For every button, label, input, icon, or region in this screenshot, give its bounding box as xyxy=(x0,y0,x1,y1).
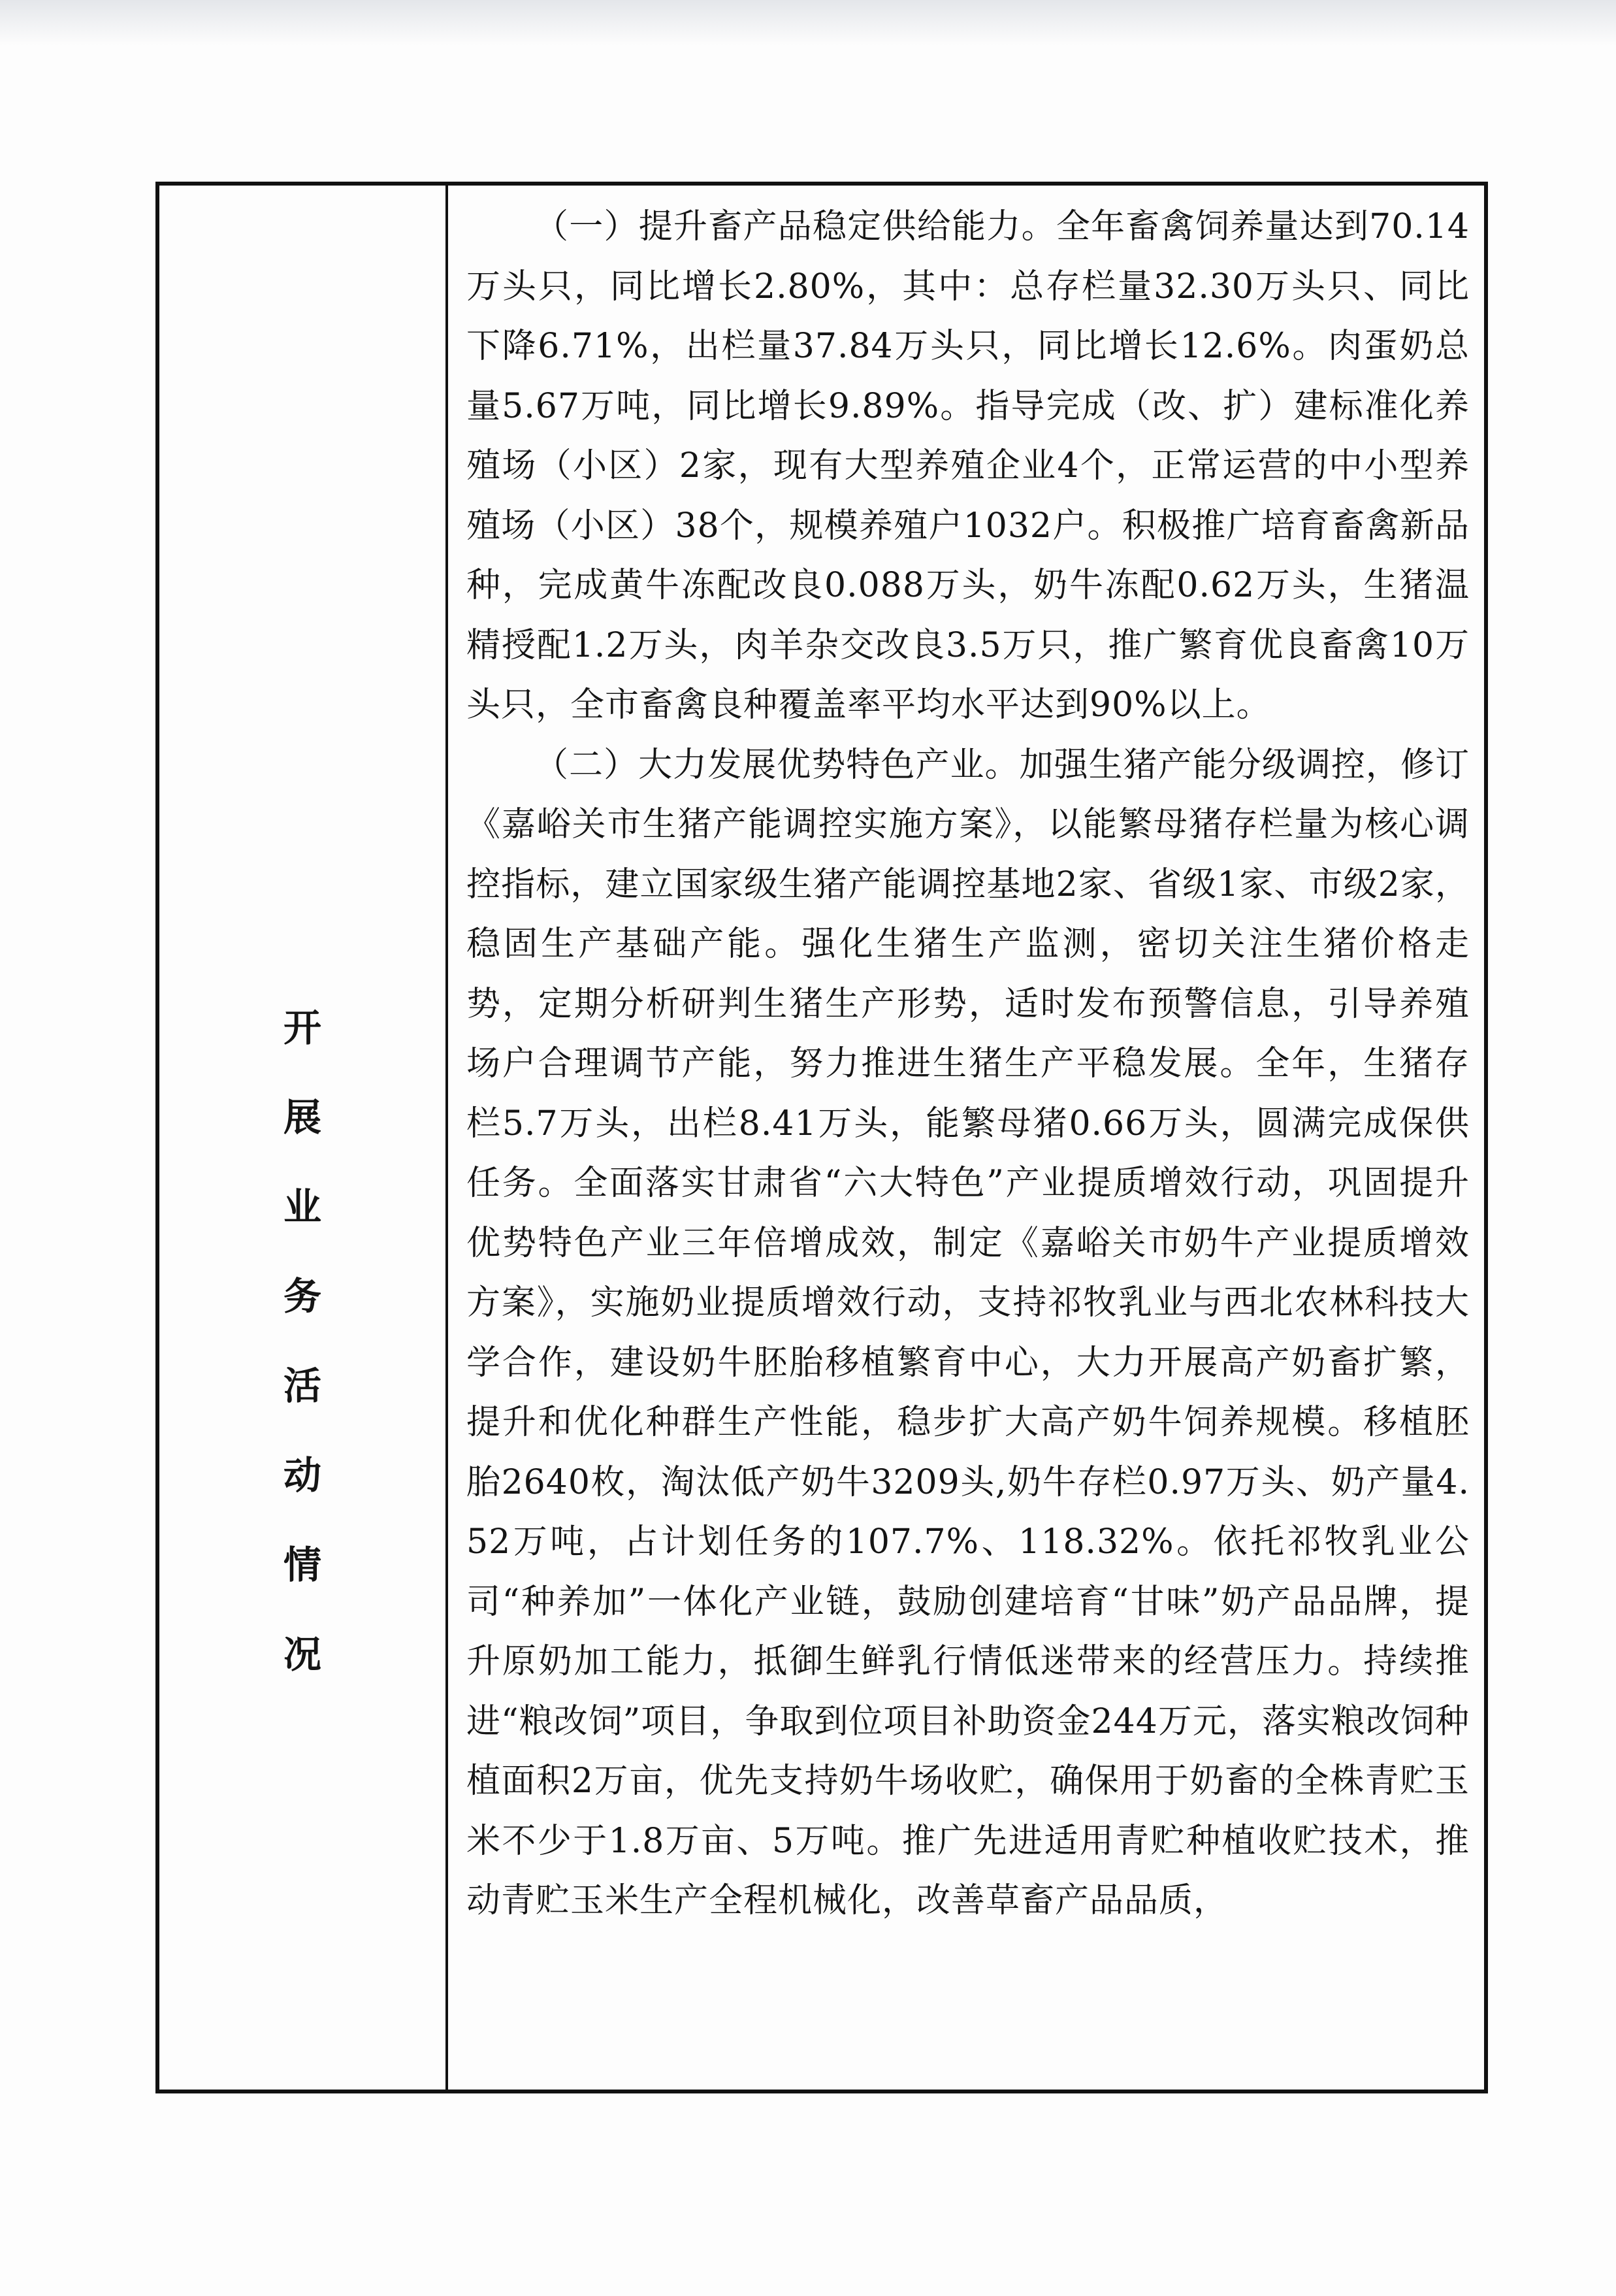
scan-edge-shadow xyxy=(0,0,1616,46)
paragraph-specialty-industry: （二）大力发展优势特色产业。加强生猪产能分级调控，修订《嘉峪关市生猪产能调控实施方案》，以能繁母猪存栏量为核心调控指标，建立国家级生猪产能调控基地2家、省级1家、市级2家，稳固生产基础产能。强化生猪生产监测，密切关注生猪价格走势，定期分析研判生猪生产形势，适时发布预警信息，引导养殖场户合理调节产能，努力推进生猪生产平稳发展。全年，生猪存栏5.7万头，出栏8.41万头，能繁母猪0.66万头，圆满完成保供任务。全面落实甘肃省“六大特色”产业提质增效行动，巩固提升优势特色产业三年倍增成效，制定《嘉峪关市奶牛产业提质增效方案》，实施奶业提质增效行动，支持祁牧乳业与西北农林科技大学合作，建设奶牛胚胎移植繁育中心，大力开展高产奶畜扩繁，提升和优化种群生产性能，稳步扩大高产奶牛饲养规模。移植胚胎2640枚，淘汰低产奶牛3209头,奶牛存栏0.97万头、奶产量4.52万吨，占计划任务的107.7%、118.32%。依托祁牧乳业公司“种养加”一体化产业链，鼓励创建培育“甘味”奶产品品牌，提升原奶加工能力，抵御生鲜乳行情低迷带来的经营压力。持续推进“粮改饲”项目，争取到位项目补助资金244万元，落实粮改饲种植面积2万亩，优先支持奶牛场收贮，确保用于奶畜的全株青贮玉米不少于1.8万亩、5万吨。推广先进适用青贮种植收贮技术，推动青贮玉米生产全程机械化，改善草畜产品品质， xyxy=(466,745,1470,1920)
label-char: 活 xyxy=(283,1364,321,1408)
paragraph-livestock-supply: （一）提升畜产品稳定供给能力。全年畜禽饲养量达到70.14万头只，同比增长2.80%，其中：总存栏量32.30万头只、同比下降6.71%，出栏量37.84万头只，同比增长12.6%。肉蛋奶总量5.67万吨，同比增长9.89%。指导完成（改、扩）建标准化养殖场（小区）2家，现有大型养殖企业4个，正常运营的中小型养殖场（小区）38个，规模养殖户1032户。积极推广培育畜禽新品种，完成黄牛冻配改良0.088万头，奶牛冻配0.62万头，生猪温精授配1.2万头，肉羊杂交改良3.5万只，推广繁育优良畜禽10万头只，全市畜禽良种覆盖率平均水平达到90%以上。 xyxy=(466,207,1470,725)
bleed-through-shadow xyxy=(451,2110,1496,2280)
label-char: 开 xyxy=(283,1006,321,1050)
content-column xyxy=(448,186,1484,2090)
label-char: 况 xyxy=(283,1632,321,1677)
label-char: 业 xyxy=(283,1185,321,1229)
label-char: 展 xyxy=(283,1095,321,1140)
report-table xyxy=(155,182,1488,2093)
label-char: 情 xyxy=(283,1543,321,1587)
label-column xyxy=(159,186,448,2090)
section-label xyxy=(159,1006,445,1722)
label-char: 动 xyxy=(283,1453,321,1498)
label-char: 务 xyxy=(283,1274,321,1319)
